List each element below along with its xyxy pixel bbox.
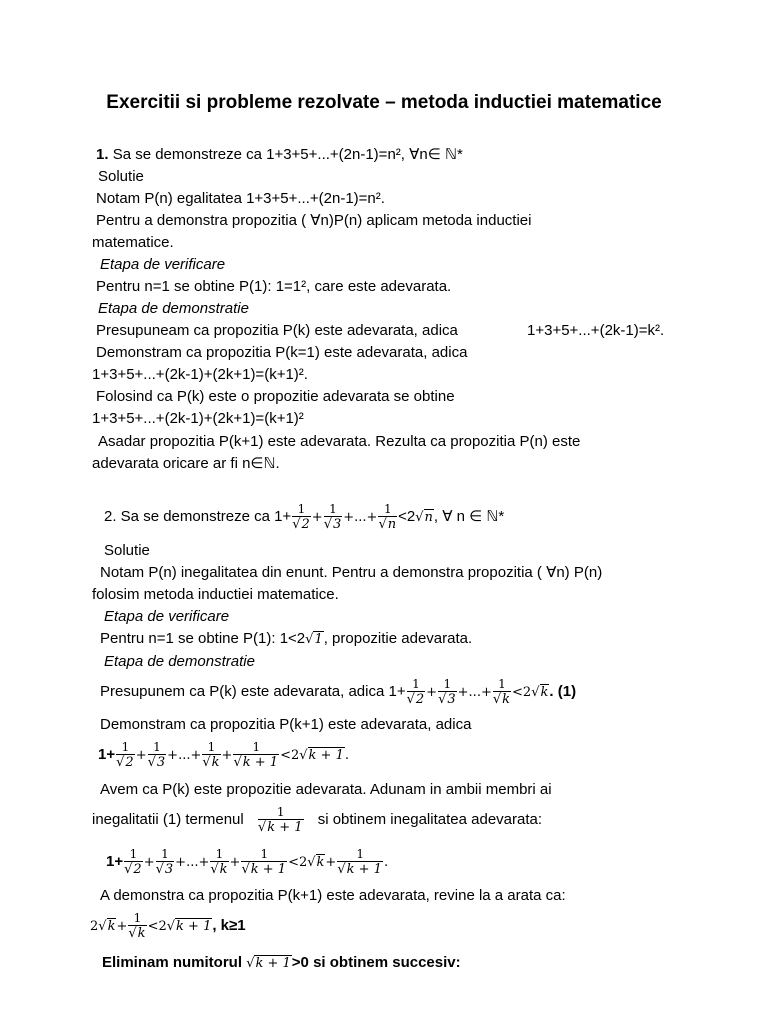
problem-1-verify-label: Etapa de verificare: [100, 256, 226, 273]
problem-2-demo-label: Etapa de demonstratie: [104, 653, 255, 670]
problem-2-verify-line: Pentru n=1 se obtine P(1): 1<2√1, propozitie adevarata.: [100, 630, 473, 647]
problem-2-verify-label: Etapa de verificare: [104, 608, 230, 625]
problem-2-solution-label: Solutie: [104, 542, 150, 559]
problem-1-number: 1.: [96, 146, 109, 163]
problem-2-elim-line: Eliminam numitorul √k + 1>0 si obtinem succesiv:: [102, 954, 461, 971]
fraction-1-over-sqrt2: $\frac{1}{√2}$: [292, 502, 310, 533]
problem-1-line2: Pentru a demonstra propozitia ( ∀n)P(n) aplicam metoda inductiei: [96, 212, 532, 229]
problem-1-using-line: Folosind ca P(k) este o propozitie adevarata se obtine: [96, 388, 455, 405]
problem-1-using-formula: 1+3+5+...+(2k-1)+(2k+1)=(k+1)²: [92, 410, 304, 427]
problem-2-line1: Notam P(n) inegalitatea din enunt. Pentru a demonstra propozitia ( ∀n) P(n): [100, 564, 603, 581]
problem-1-demo-label: Etapa de demonstratie: [98, 300, 249, 317]
problem-2-show-formula: 1+ $\frac{1}{√2}$ + $\frac{1}{√3}$ +...+ $\frac{1}{√k}$ + $\frac{1}{√k + 1}$ <2√k + 1.: [98, 740, 349, 771]
problem-1-assume-text: Presupuneam ca propozitia P(k) este adevarata, adica: [96, 322, 458, 339]
problem-1-show-formula: 1+3+5+...+(2k-1)+(2k+1)=(k+1)².: [92, 366, 308, 383]
problem-1-conclusion-2: adevarata oricare ar fi n∈ℕ.: [92, 455, 280, 472]
problem-1-solution-label: Solutie: [98, 168, 144, 185]
sqrt-n: √n: [415, 510, 433, 525]
problem-1-conclusion-1: Asadar propozitia P(k+1) este adevarata. Rezulta ca propozitia P(n) este: [98, 433, 581, 450]
problem-1-text: Sa se demonstreze ca 1+3+5+...+(2n-1)=n², ∀n∈ ℕ*: [112, 146, 463, 163]
problem-1-show-line: Demonstram ca propozitia P(k=1) este adevarata, adica: [96, 344, 468, 361]
problem-2-statement-tail: , ∀ n ∈ ℕ*: [433, 508, 505, 525]
problem-2-sum-formula: 1+ $\frac{1}{√2}$ + $\frac{1}{√3}$ +...+ $\frac{1}{√k}$ + $\frac{1}{√k + 1}$ <2√k+ $\frac{1}{√k + 1}$ .: [106, 847, 389, 878]
problem-2-line2: folosim metoda inductiei matematice.: [92, 586, 339, 603]
problem-1-line3: matematice.: [92, 234, 174, 251]
problem-2-revine-line: A demonstra ca propozitia P(k+1) este adevarata, revine la a arata ca:: [100, 887, 566, 904]
problem-1-statement: [96, 145, 463, 165]
problem-2-show-line: Demonstram ca propozitia P(k+1) este adevarata, adica: [100, 716, 472, 733]
problem-2-inegalitatii-line: inegalitatii (1) termenul $\frac{1}{√k + 1}$ si obtinem inegalitatea adevarata:: [92, 805, 543, 836]
fraction-1-over-sqrtn: $\frac{1}{√n}$: [378, 502, 397, 533]
problem-2-statement: 2. Sa se demonstreze ca 1+ $\frac{1}{√2}$ + $\frac{1}{√3}$ +...+ $\frac{1}{√n}$ <2√n, ∀ n ∈ ℕ*: [104, 502, 505, 533]
problem-1-assume-formula: 1+3+5+...+(2k-1)=k².: [527, 322, 665, 339]
page-title: Exercitii si probleme rezolvate – metoda inductiei matematice: [106, 92, 662, 113]
problem-1-line1: Notam P(n) egalitatea 1+3+5+...+(2n-1)=n².: [96, 190, 385, 207]
fraction-1-over-sqrt3: $\frac{1}{√3}$: [323, 502, 342, 533]
problem-1-verify-line: Pentru n=1 se obtine P(1): 1=1², care este adevarata.: [96, 278, 452, 295]
problem-2-assume-line: Presupunem ca P(k) este adevarata, adica 1+ $\frac{1}{√2}$ + $\frac{1}{√3}$ +...+ $\frac{1}{√k}$ <2√k. (1): [100, 677, 577, 708]
problem-2-avem-line: Avem ca P(k) este propozitie adevarata. Adunam in ambii membri ai: [100, 781, 552, 798]
problem-2-condition-formula: 2√k+ $\frac{1}{√k}$ <2√k + 1, k≥1: [90, 911, 246, 942]
problem-2-statement-prefix: 2. Sa se demonstreze ca 1+: [104, 508, 292, 525]
sqrt-1: √1: [305, 632, 323, 647]
